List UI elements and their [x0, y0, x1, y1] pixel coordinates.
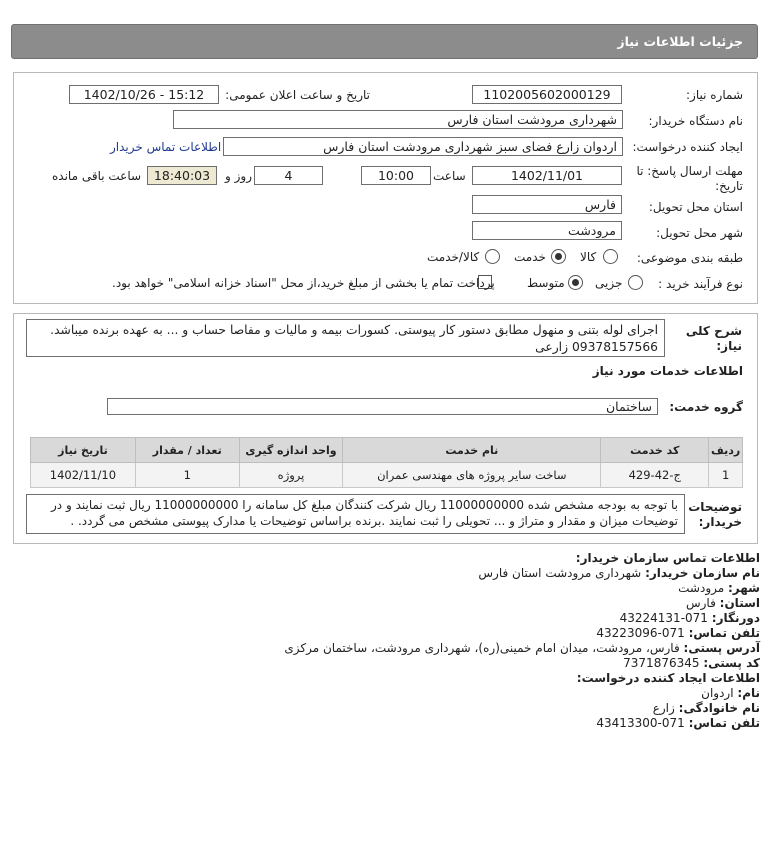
col-service-name: نام خدمت — [343, 438, 601, 463]
contact-address-value: فارس، مرودشت، میدان امام خمینی(ره)، شهرداری مرودشت، ساختمان مرکزی — [284, 641, 680, 655]
need-info-panel — [13, 72, 758, 304]
col-service-code: کد خدمت — [601, 438, 709, 463]
row-number-cell: 1 — [709, 463, 743, 488]
category-label: طبقه بندی موضوعی: — [636, 251, 743, 265]
contact-city-label: شهر: — [728, 581, 760, 595]
contact-address — [284, 641, 760, 656]
creator-phone-value: 071-43413300 — [596, 716, 685, 730]
creator-name-value: اردوان — [701, 686, 734, 700]
need-number-label: شماره نیاز: — [686, 88, 743, 102]
service-code-cell: ج-42-429 — [601, 463, 709, 488]
contact-org — [478, 566, 760, 581]
need-date-cell: 1402/11/10 — [31, 463, 136, 488]
creator-name — [701, 686, 760, 701]
buyer-notes-label-line1: توضیحات — [688, 500, 742, 514]
city-field: مرودشت — [472, 221, 622, 240]
buyer-notes-text: با توجه به بودجه مشخص شده 11000000000 ریال شرکت کنندگان مبلغ کل سامانه را 11000000000 ریال ثبت نمایند و در توضیحات میزان و مقدار و متراژ و ... تحویلی را ثبت نمایند .برنده براساس توضیحات یا مدارک پیوستی مشخص می گردد. . — [26, 494, 685, 534]
service-group-label: گروه خدمت: — [669, 400, 743, 414]
col-need-date: تاریخ نیاز — [31, 438, 136, 463]
buyer-org-label: نام دستگاه خریدار: — [648, 114, 743, 128]
contact-province — [686, 596, 760, 611]
deadline-label-line2: تاریخ: — [715, 179, 743, 193]
contact-phone — [596, 626, 760, 641]
services-table — [30, 437, 743, 488]
announce-datetime-field: 1402/10/26 - 15:12 — [69, 85, 219, 104]
requester-field: اردوان زارع فضای سبز شهرداری مرودشت استان فارس — [223, 137, 623, 156]
contact-postal-label: کد پستی: — [703, 656, 760, 670]
announce-datetime-label: تاریخ و ساعت اعلان عمومی: — [225, 88, 370, 102]
buyer-org-field: شهرداری مرودشت استان فارس — [173, 110, 623, 129]
contact-fax — [620, 611, 760, 626]
contact-phone-value: 071-43223096 — [596, 626, 685, 640]
description-label-line2: نیاز: — [716, 339, 742, 353]
province-field: فارس — [472, 195, 622, 214]
creator-family-value: زارع — [652, 701, 675, 715]
category-goods-service-label: کالا/خدمت — [427, 250, 480, 264]
contact-province-label: استان: — [719, 596, 760, 610]
purchase-medium-radio[interactable] — [568, 275, 583, 290]
contact-heading — [576, 551, 760, 566]
purchase-type-label: نوع فرآیند خرید : — [658, 277, 743, 291]
contact-province-value: فارس — [685, 596, 716, 610]
need-number-field: 1102005602000129 — [472, 85, 622, 104]
creator-family-label: نام خانوادگی: — [678, 701, 760, 715]
unit-cell: پروژه — [239, 463, 343, 488]
requester-label: ایجاد کننده درخواست: — [632, 140, 743, 154]
contact-city-value: مرودشت — [678, 581, 725, 595]
category-service-radio[interactable] — [551, 249, 566, 264]
days-field: 4 — [254, 166, 323, 185]
creator-phone — [596, 716, 760, 731]
services-heading: اطلاعات خدمات مورد نیاز — [592, 364, 743, 378]
creator-phone-label: تلفن تماس: — [688, 716, 760, 730]
purchase-minor-radio[interactable] — [628, 275, 643, 290]
contact-heading-text: اطلاعات تماس سازمان خریدار: — [575, 551, 760, 565]
page-title: جزئیات اطلاعات نیاز — [11, 24, 758, 59]
contact-org-label: نام سازمان خریدار: — [645, 566, 760, 580]
days-label: روز و — [225, 169, 252, 183]
buyer-contact-link[interactable]: اطلاعات تماس خریدار — [110, 140, 222, 154]
contact-address-label: آدرس پستی: — [683, 641, 760, 655]
contact-city — [678, 581, 760, 596]
treasury-checkbox-label: پرداخت تمام یا بخشی از مبلغ خرید،از محل "اسناد خزانه اسلامی" خواهد بود. — [112, 276, 495, 290]
service-group-field: ساختمان — [107, 398, 658, 415]
description-text: اجرای لوله بتنی و منهول مطابق دستور کار پیوستی. کسورات بیمه و مالیات و مفاصا حساب و ... به عهده برنده میباشد. 09378157566 زارعی — [26, 319, 665, 357]
buyer-notes-label-line2: خریدار: — [698, 515, 742, 529]
deadline-label-line1: مهلت ارسال پاسخ: تا — [636, 164, 743, 178]
contact-postal — [623, 656, 760, 671]
remaining-time-label: ساعت باقی مانده — [52, 169, 142, 183]
contact-phone-label: تلفن تماس: — [688, 626, 760, 640]
col-quantity: تعداد / مقدار — [135, 438, 239, 463]
creator-heading — [577, 671, 760, 686]
col-unit: واحد اندازه گیری — [239, 438, 343, 463]
category-goods-radio[interactable] — [603, 249, 618, 264]
contact-fax-value: 071-43224131 — [619, 611, 708, 625]
contact-fax-label: دورنگار: — [711, 611, 760, 625]
description-label-line1: شرح کلی — [685, 324, 742, 338]
deadline-date-field: 1402/11/01 — [472, 166, 622, 185]
deadline-time-label: ساعت — [433, 169, 466, 183]
deadline-time-field: 10:00 — [361, 166, 431, 185]
table-header-row — [31, 438, 743, 463]
purchase-minor-label: جزیی — [595, 276, 623, 290]
creator-name-label: نام: — [737, 686, 760, 700]
category-goods-service-radio[interactable] — [485, 249, 500, 264]
remaining-time-field: 18:40:03 — [147, 166, 217, 185]
city-label: شهر محل تحویل: — [656, 226, 743, 240]
category-goods-label: کالا — [580, 250, 597, 264]
service-name-cell: ساخت سایر پروژه های مهندسی عمران — [343, 463, 601, 488]
creator-family — [653, 701, 760, 716]
creator-heading-text: اطلاعات ایجاد کننده درخواست: — [576, 671, 760, 685]
category-service-label: خدمت — [514, 250, 546, 264]
col-row-number: ردیف — [709, 438, 743, 463]
contact-org-value: شهرداری مرودشت استان فارس — [478, 566, 642, 580]
table-row — [31, 463, 743, 488]
province-label: استان محل تحویل: — [648, 200, 743, 214]
purchase-medium-label: متوسط — [527, 276, 565, 290]
contact-postal-value: 7371876345 — [623, 656, 700, 670]
quantity-cell: 1 — [135, 463, 239, 488]
